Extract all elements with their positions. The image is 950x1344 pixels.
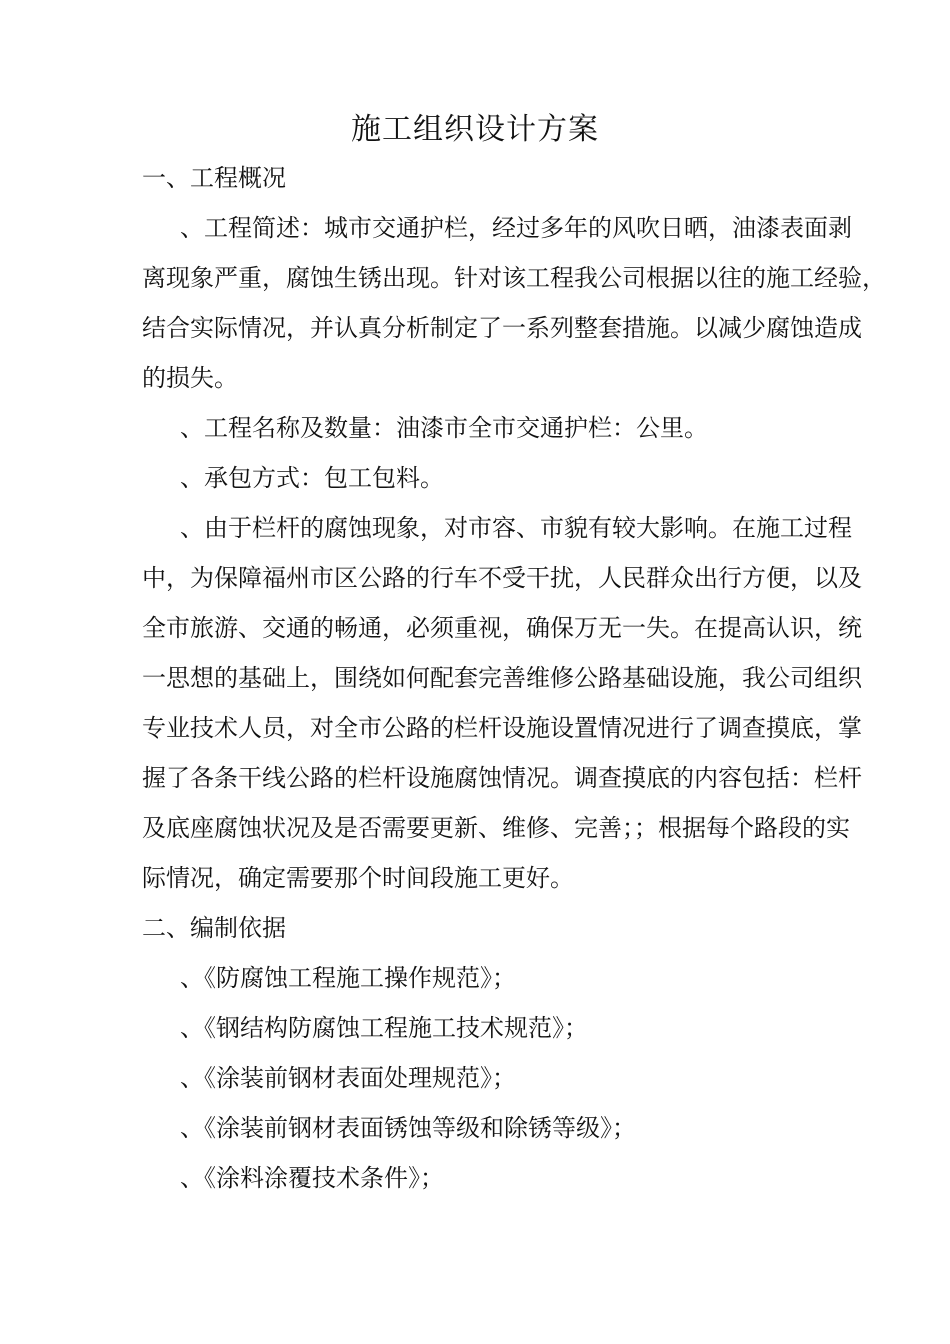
paragraph-line: 离现象严重，腐蚀生锈出现。针对该工程我公司根据以往的施工经验， [142,264,886,292]
list-item: 、《涂装前钢材表面处理规范》； [180,1064,516,1092]
section-heading-overview: 一、工程概况 [142,164,286,192]
paragraph-line: 结合实际情况，并认真分析制定了一系列整套措施。以减少腐蚀造成 [142,314,862,342]
paragraph-line: 的损失。 [142,364,238,392]
list-item: 、《涂装前钢材表面锈蚀等级和除锈等级》； [180,1114,636,1142]
paragraph-line: 全市旅游、交通的畅通，必须重视，确保万无一失。在提高认识，统 [142,614,862,642]
list-item: 、《涂料涂覆技术条件》； [180,1164,444,1192]
section-heading-basis: 二、编制依据 [142,914,286,942]
document-title: 施工组织设计方案 [351,112,599,147]
paragraph-line: 、工程简述：城市交通护栏，经过多年的风吹日晒，油漆表面剥 [180,214,852,242]
paragraph-line: 及底座腐蚀状况及是否需要更新、维修、完善；；根据每个路段的实 [142,814,850,842]
paragraph-line: 、由于栏杆的腐蚀现象，对市容、市貌有较大影响。在施工过程 [180,514,852,542]
paragraph-line: 握了各条干线公路的栏杆设施腐蚀情况。调查摸底的内容包括：栏杆 [142,764,862,792]
paragraph-line: 、承包方式：包工包料。 [180,464,444,492]
list-item: 、《防腐蚀工程施工操作规范》； [180,964,516,992]
paragraph-line: 一思想的基础上，围绕如何配套完善维修公路基础设施，我公司组织 [142,664,862,692]
paragraph-line: 专业技术人员，对全市公路的栏杆设施设置情况进行了调查摸底，掌 [142,714,862,742]
paragraph-line: 、工程名称及数量：油漆市全市交通护栏：公里。 [180,414,708,442]
paragraph-line: 中，为保障福州市区公路的行车不受干扰，人民群众出行方便，以及 [142,564,862,592]
paragraph-line: 际情况，确定需要那个时间段施工更好。 [142,864,574,892]
list-item: 、《钢结构防腐蚀工程施工技术规范》； [180,1014,588,1042]
